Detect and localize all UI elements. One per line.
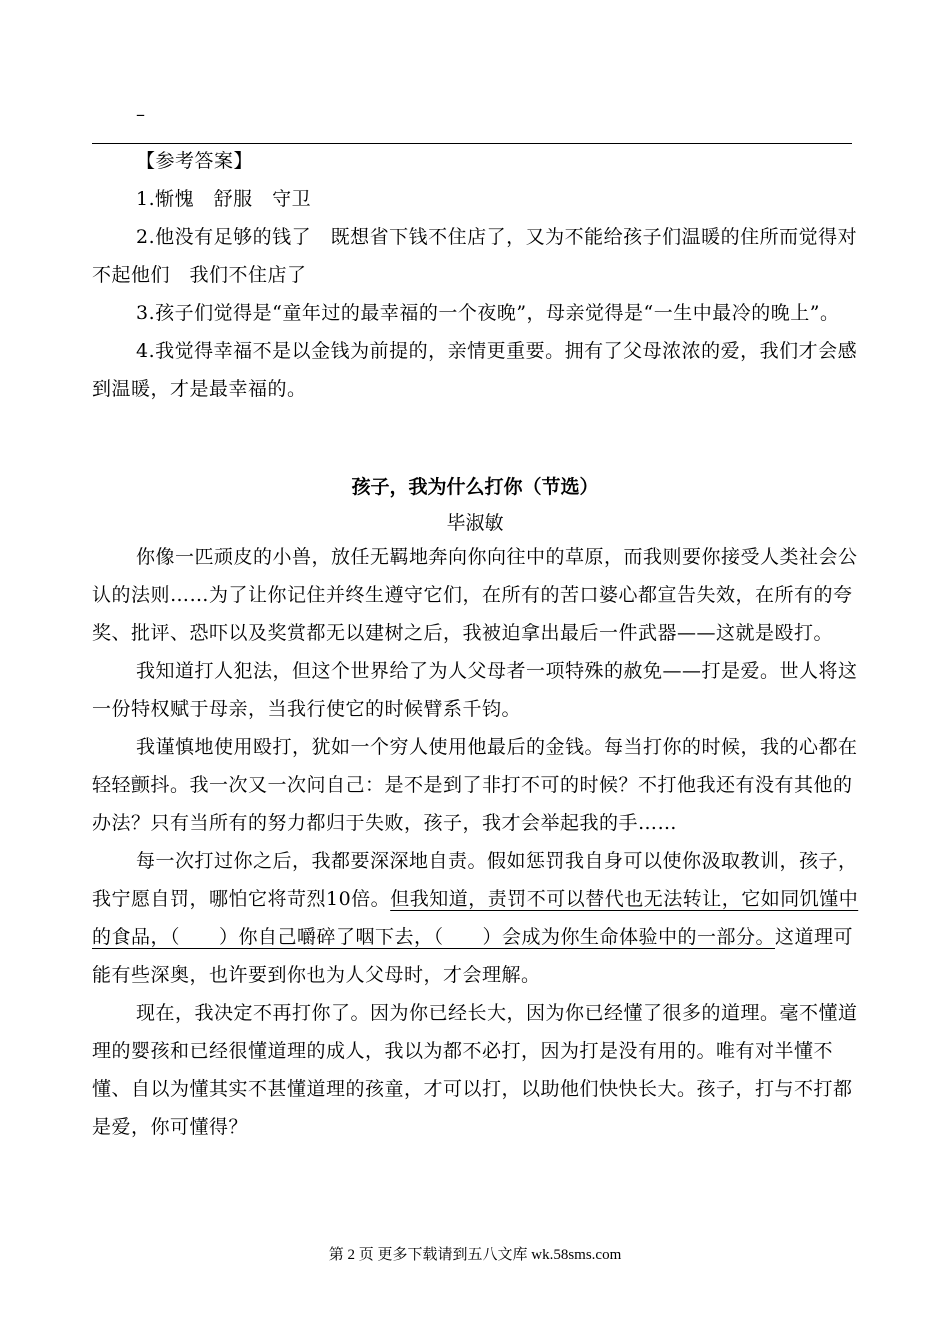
- article-paragraph-2: 我知道打人犯法，但这个世界给了为人父母者一项特殊的赦免——打是爱。世人将这一份特权赋于母亲，当我行使它的时候臂系千钧。: [92, 660, 858, 720]
- paragraph-4-ending: 这道理可能有些深奥，也许要到你也为人父母时，才会理解。: [92, 926, 854, 986]
- answer-heading: 【参考答案】: [136, 150, 254, 172]
- article-paragraph-3: 我谨慎地使用殴打，犹如一个穷人使用他最后的金钱。每当打你的时候，我的心都在轻轻颤抖。我一次又一次问自己：是不是到了非打不可的时候？不打他我还有没有其他的办法？只有当所有的努力都归于失败，孩子，我才会举起我的手……: [92, 736, 858, 834]
- article-paragraph-1: 你像一匹顽皮的小兽，放任无羁地奔向你向往中的草原，而我则要你接受人类社会公认的法则……为了让你记住并终生遵守它们，在所有的苦口婆心都宣告失效，在所有的夸奖、批评、恐吓以及奖赏都无以建树之后，我被迫拿出最后一件武器——这就是殴打。: [92, 546, 858, 644]
- article-paragraph-5: 现在，我决定不再打你了。因为你已经长大，因为你已经懂了很多的道理。毫不懂道理的婴孩和已经很懂道理的成人，我以为都不必打，因为打是没有用的。唯有对半懂不懂、自以为懂其实不甚懂道理的孩童，才可以打，以助他们快快长大。孩子，打与不打都是爱，你可懂得？: [92, 1002, 858, 1138]
- answer-1: 1.惭愧 舒服 守卫: [136, 188, 312, 210]
- underlined-question-sentence: 但我知道，责罚不可以替代也无法转让，它如同饥馑中的食品，（ ）你自己嚼碎了咽下去，（ ）会成为你生命体验中的一部分。: [92, 888, 859, 948]
- article-paragraph-4: [92, 842, 862, 994]
- top-mark: –: [136, 104, 145, 125]
- answer-3: 3.孩子们觉得是“童年过的最幸福的一个夜晚”，母亲觉得是“一生中最冷的晚上”。: [136, 302, 840, 324]
- article-title: 孩子，我为什么打你（节选）: [351, 476, 599, 498]
- answer-4: 4.我觉得幸福不是以金钱为前提的，亲情更重要。拥有了父母浓浓的爱，我们才会感到温暖，才是最幸福的。: [92, 340, 858, 400]
- article-body: [92, 538, 862, 1146]
- answer-2: 2.他没有足够的钱了 既想省下钱不住店了，又为不能给孩子们温暖的住所而觉得对不起他们 我们不住店了: [92, 226, 858, 286]
- page-footer: 第 2 页 更多下载请到五八文库 wk.58sms.com: [328, 1247, 622, 1263]
- answer-section: [92, 142, 862, 408]
- paragraph-4-intro: 每一次打过你之后，我都要深深地自责。假如惩罚我自身可以使你汲取教训，孩子，我宁愿自罚，哪怕它将苛烈10倍。: [92, 850, 858, 910]
- article-author: 毕淑敏: [446, 512, 504, 534]
